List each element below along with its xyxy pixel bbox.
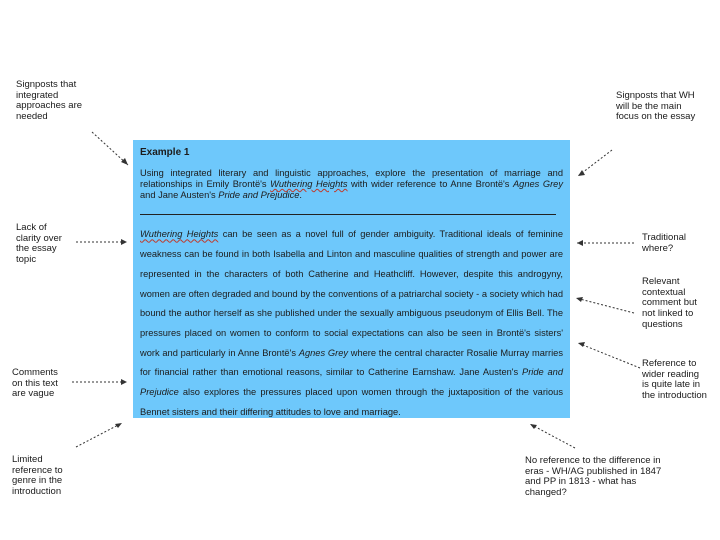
arrowhead-8: [115, 423, 122, 428]
arrow-limited-genre: [76, 423, 122, 447]
essay-title-agnes-grey: Agnes Grey: [298, 347, 349, 358]
arrowhead-4: [577, 240, 583, 246]
arrowhead-3: [121, 239, 127, 245]
arrow-reference-wider: [578, 343, 640, 368]
essay-title-wuthering-heights: Wuthering Heights: [140, 229, 219, 240]
annotation-limited-genre: Limited reference to genre in the introduction: [12, 454, 63, 497]
prompt-text-1: Using integrated literary and linguistic approaches, explore the presentation of marriage and relationships in Emily Brontë's: [140, 168, 563, 190]
arrowhead-7: [578, 342, 585, 347]
annotation-no-difference: No reference to the difference in eras - WH/AG published in 1847 and PP in 1813 - what has changed?: [525, 455, 662, 498]
essay-text-1: can be seen as a novel full of gender ambiguity. Traditional ideals of feminine weakness can be found in both Isabella and Linton and masculine qualities of strength and power are represented in the characters of both Catherine and Heathcliff. However, despite this androgyny, women are often degraded and bound by the conventions of a patriarchal society - a society which had bound the author herself as she published under the sexually ambiguous pseudonym of Ellis Bell. The pressures placed on women to conform to social expectations can also be seen in Brontë's sisters' work and particularly in Anne Brontë's: [140, 229, 563, 358]
example-panel: [133, 140, 570, 418]
arrow-relevant-contextual: [576, 298, 634, 313]
arrow-no-difference: [530, 424, 575, 448]
divider-line: [140, 214, 556, 215]
essay-text-2: where the central character Rosalie Murray marries for financial rather than emotional reasons, similar to Catherine Earnshaw. Jane Austen's: [140, 347, 563, 378]
annotation-traditional-where: Traditional where?: [642, 232, 687, 254]
prompt-text-2: with wider reference to Anne Brontë's: [347, 179, 513, 190]
essay-title-pride-and-prejudice: Pride and Prejudice: [140, 367, 563, 398]
essay-paragraph: [140, 225, 563, 422]
annotation-lack-clarity: Lack of clarity over the essay topic: [16, 222, 62, 265]
prompt-text-3: and Jane Austen's: [140, 190, 219, 201]
prompt-end: .: [299, 190, 303, 201]
arrow-signposts-integrated: [92, 132, 128, 165]
essay-text-3: also explores the pressures placed upon women through the juxtaposition of the various Bennet sisters and their differing attitudes to love and marriage.: [140, 387, 563, 417]
arrowhead-2: [578, 170, 585, 176]
arrowhead-6: [121, 379, 127, 385]
annotation-comments-vague: Comments on this text are vague: [12, 367, 58, 400]
essay-question: [140, 168, 563, 201]
arrowhead-9: [530, 424, 537, 429]
arrowhead-5: [576, 297, 583, 302]
annotation-relevant-contextual: Relevant contextual comment but not linked to questions: [642, 276, 697, 330]
title-agnes-grey: Agnes Grey: [512, 179, 563, 190]
example-title: Example 1: [140, 147, 190, 158]
title-pride-and-prejudice: Pride and Prejudice: [218, 190, 300, 201]
annotation-signposts-integrated: Signposts that integrated approaches are needed: [16, 79, 83, 122]
title-wuthering-heights: Wuthering Heights: [270, 179, 348, 190]
annotation-reference-wider: Reference to wider reading is quite late in the introduction: [642, 358, 707, 401]
annotation-signposts-wh: Signposts that WH will be the main focus on the essay: [616, 90, 696, 123]
